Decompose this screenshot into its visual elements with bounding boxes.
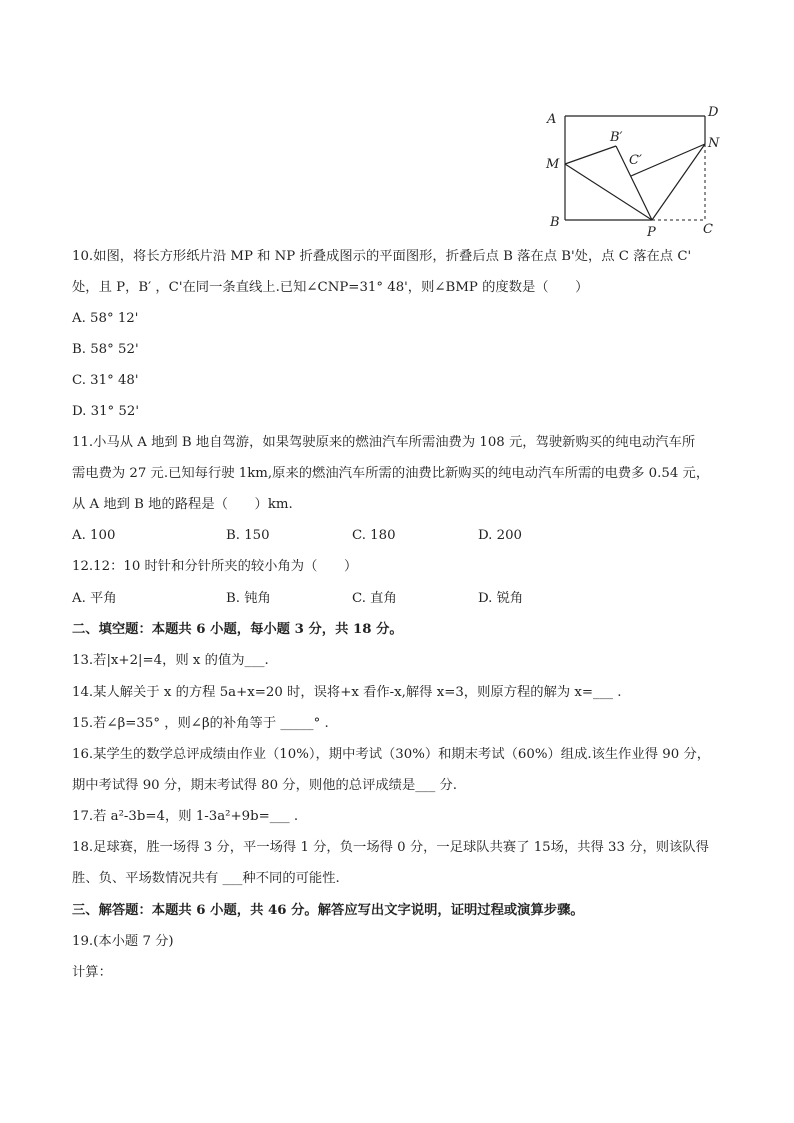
q10-option-a: A. 58° 12' xyxy=(72,311,139,326)
q11-line3: 从 A 地到 B 地的路程是（ ）km. xyxy=(72,497,293,512)
q17: 17.若 a²-3b=4，则 1-3a²+9b=___ . xyxy=(72,809,299,824)
q11-option-c: C. 180 xyxy=(352,528,396,543)
q16-line2: 期中考试得 90 分，期末考试得 80 分，则他的总评成绩是___ 分. xyxy=(72,778,457,793)
q10-option-c: C. 31° 48' xyxy=(72,373,139,388)
q12-option-a: A. 平角 xyxy=(72,591,117,606)
label-B-prime: B′ xyxy=(610,130,623,145)
label-A: A xyxy=(547,112,557,127)
label-D: D xyxy=(708,105,719,120)
label-P: P xyxy=(647,225,656,240)
label-M: M xyxy=(546,157,560,172)
q12-line1: 12.12：10 时针和分针所夹的较小角为（ ） xyxy=(72,559,358,574)
q19-line2: 计算： xyxy=(72,965,112,980)
q15: 15.若∠β=35° ，则∠β的补角等于 _____° . xyxy=(72,716,329,731)
label-C: C xyxy=(703,222,713,237)
q18-line2: 胜、负、平场数情况共有 ___种不同的可能性. xyxy=(72,871,340,886)
q16-line1: 16.某学生的数学总评成绩由作业（10%），期中考试（30%）和期末考试（60%）组成.该生作业得 90 分， xyxy=(72,747,711,762)
q13: 13.若|x+2|=4，则 x 的值为___. xyxy=(72,653,269,668)
q11-option-a: A. 100 xyxy=(72,528,116,543)
q12-option-c: C. 直角 xyxy=(352,591,397,606)
label-N: N xyxy=(708,136,720,151)
label-C-prime: C′ xyxy=(629,153,642,168)
fold-MB-prime xyxy=(565,146,616,164)
q11-option-b: B. 150 xyxy=(226,528,270,543)
q11-line1: 11.小马从 A 地到 B 地自驾游，如果驾驶原来的燃油汽车所需油费为 108 元，驾驶新购买的纯电动汽车所 xyxy=(72,435,696,450)
q14: 14.某人解关于 x 的方程 5a+x=20 时，误将+x 看作-x,解得 x=3，则原方程的解为 x=___ . xyxy=(72,685,622,700)
section3-heading: 三、解答题：本题共 6 小题，共 46 分。解答应写出文字说明，证明过程或演算步骤。 xyxy=(72,903,584,918)
q11-option-d: D. 200 xyxy=(478,528,523,543)
label-B: B xyxy=(550,215,560,230)
q18-line1: 18.足球赛，胜一场得 3 分，平一场得 1 分，负一场得 0 分，一足球队共赛了 15场，共得 33 分，则该队得 xyxy=(72,840,709,855)
q19-line1: 19.(本小题 7 分) xyxy=(72,934,174,949)
q10-line1: 10.如图，将长方形纸片沿 MP 和 NP 折叠成图示的平面图形，折叠后点 B 落在点 B'处，点 C 落在点 C' xyxy=(72,249,692,264)
q10-option-d: D. 31° 52' xyxy=(72,404,140,419)
q10-line2: 处，且 P，B′ ，C'在同一条直线上.已知∠CNP=31° 48'，则∠BMP 的度数是（ ） xyxy=(72,280,589,295)
q10-option-b: B. 58° 52' xyxy=(72,342,139,357)
q12-option-d: D. 锐角 xyxy=(478,591,524,606)
geometry-figure xyxy=(540,100,730,240)
q11-line2: 需电费为 27 元.已知每行驶 1km,原来的燃油汽车所需的油费比新购买的纯电动汽车所需的电费多 0.54 元， xyxy=(72,466,710,481)
q12-option-b: B. 钝角 xyxy=(226,591,271,606)
section2-heading: 二、填空题：本题共 6 小题，每小题 3 分，共 18 分。 xyxy=(72,622,403,637)
